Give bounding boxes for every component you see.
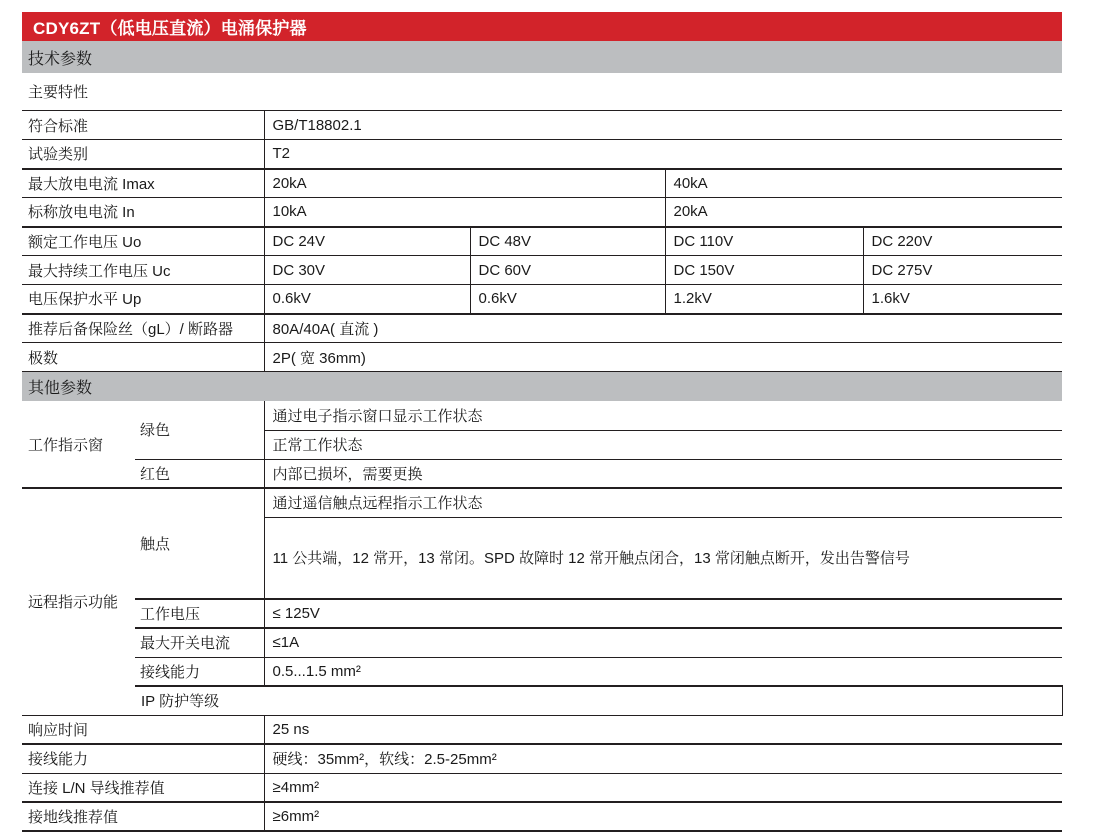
spec-value: 内部已损坏，需要更换 [264, 459, 1062, 488]
spec-value: DC 275V [863, 256, 1062, 285]
table-row-uo [22, 227, 1062, 256]
tech-params-table [22, 110, 1062, 372]
spec-value: DC 60V [470, 256, 665, 285]
spec-value: ≥4mm² [264, 773, 1062, 802]
table-row-remote-contact-1 [22, 488, 1062, 517]
spec-value: 10kA [264, 198, 665, 227]
spec-label: 接地线推荐值 [22, 802, 264, 831]
spec-value: DC 110V [665, 227, 863, 256]
section-title-other-params: 其他参数 [28, 380, 93, 397]
product-title: CDY6ZT（低电压直流）电涌保护器 [33, 19, 307, 38]
spec-value: 通过电子指示窗口显示工作状态 [264, 401, 1062, 430]
spec-label: 符合标准 [22, 111, 264, 140]
spec-value: 硬线：35mm²，软线：2.5-25mm² [264, 744, 1062, 773]
spec-label: 额定工作电压 Uo [22, 227, 264, 256]
spec-value: 20kA [665, 198, 1062, 227]
table-row-indicator-green-1 [22, 401, 1062, 430]
spec-value: 2P( 宽 36mm) [264, 343, 1062, 372]
table-row-indicator-red [22, 459, 1062, 488]
section-title-tech-params: 技术参数 [28, 50, 93, 68]
spec-value: ≤1A [264, 628, 1062, 657]
spec-label: 接线能力 [22, 744, 264, 773]
table-row-ip-rating [22, 686, 1062, 715]
sub-label: 接线能力 [135, 657, 264, 686]
table-row-ln-conductor [22, 773, 1062, 802]
group-label: 远程指示功能 [22, 488, 135, 715]
table-row-response-time [22, 715, 1062, 744]
spec-value: 11 公共端，12 常开，13 常闭。SPD 故障时 12 常开触点闭合，13 常闭触点断开，发出告警信号 [264, 517, 1062, 599]
spec-value: DC 48V [470, 227, 665, 256]
spec-value: 正常工作状态 [264, 430, 1062, 459]
table-row-standard [22, 111, 1062, 140]
sub-label: 工作电压 [135, 599, 264, 628]
section-bar-tech-params [22, 41, 1062, 73]
other-params-table [22, 401, 1062, 832]
spec-value: T2 [264, 140, 1062, 169]
subsection-title: 主要特性 [28, 84, 89, 101]
subsection-main-features [22, 73, 1062, 110]
spec-value: DC 24V [264, 227, 470, 256]
table-row-backup-fuse [22, 314, 1062, 343]
spec-value: 25 ns [264, 715, 1062, 744]
table-row-test-class [22, 140, 1062, 169]
spec-label: IP 防护等级 [135, 686, 1062, 715]
section-bar-other-params [22, 372, 1062, 401]
spec-value: 通过遥信触点远程指示工作状态 [264, 488, 1062, 517]
spec-value: GB/T18802.1 [264, 111, 1062, 140]
spec-label: 试验类别 [22, 140, 264, 169]
spec-value: ≥6mm² [264, 802, 1062, 831]
table-row-ground-conductor [22, 802, 1062, 831]
spec-label: 电压保护水平 Up [22, 285, 264, 314]
spec-value: 40kA [665, 169, 1062, 198]
spec-value: 0.6kV [470, 285, 665, 314]
spec-value: 0.5...1.5 mm² [264, 657, 1062, 686]
spec-value: 20kA [264, 169, 665, 198]
spec-label: 标称放电电流 In [22, 198, 264, 227]
datasheet-content [22, 12, 1062, 832]
sub-label: 最大开关电流 [135, 628, 264, 657]
sub-label: 触点 [135, 488, 264, 599]
table-row-up [22, 285, 1062, 314]
spec-label: 最大持续工作电压 Uc [22, 256, 264, 285]
product-title-bar [22, 12, 1062, 41]
table-row-imax [22, 169, 1062, 198]
spec-value: 0.6kV [264, 285, 470, 314]
spec-value: 80A/40A( 直流 ) [264, 314, 1062, 343]
spec-value: ≤ 125V [264, 599, 1062, 628]
sub-label: 红色 [135, 459, 264, 488]
table-row-poles [22, 343, 1062, 372]
spec-label: 响应时间 [22, 715, 264, 744]
table-row-remote-current [22, 628, 1062, 657]
table-row-in [22, 198, 1062, 227]
table-row-wiring-capacity [22, 744, 1062, 773]
table-row-remote-wiring [22, 657, 1062, 686]
spec-label: 最大放电电流 Imax [22, 169, 264, 198]
group-label: 工作指示窗 [28, 436, 104, 454]
spec-value: 1.6kV [863, 285, 1062, 314]
table-row-remote-voltage [22, 599, 1062, 628]
spec-label: 极数 [22, 343, 264, 372]
sub-label: 绿色 [140, 422, 171, 440]
spec-value: DC 150V [665, 256, 863, 285]
spec-label: 连接 L/N 导线推荐值 [22, 773, 264, 802]
spec-label: 推荐后备保险丝（gL）/ 断路器 [22, 314, 264, 343]
table-row-uc [22, 256, 1062, 285]
spec-value: DC 30V [264, 256, 470, 285]
spec-value: 1.2kV [665, 285, 863, 314]
spec-value: DC 220V [863, 227, 1062, 256]
